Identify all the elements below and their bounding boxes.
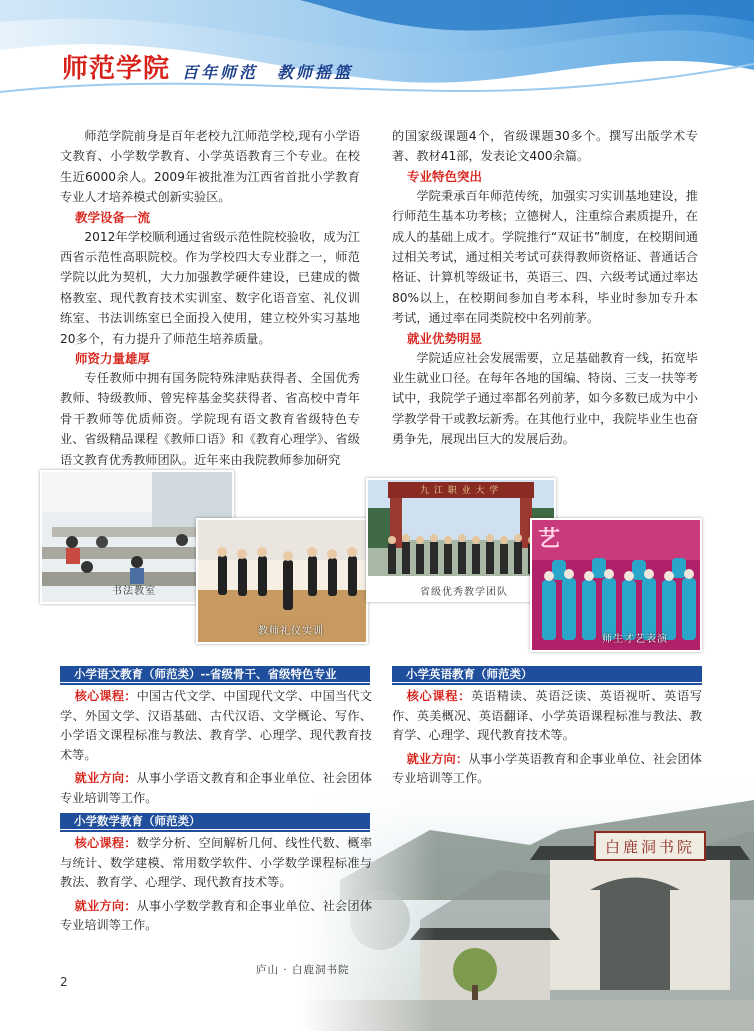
- performance-caption: 师生才艺表演: [602, 634, 668, 645]
- equipment-heading: 教学设备一流: [75, 209, 151, 225]
- left-column: [60, 126, 360, 470]
- program-english-core-label: 核心课程：: [406, 689, 471, 703]
- program-math-title: 小学数学教育（师范类）: [60, 813, 370, 829]
- svg-text:艺: 艺: [538, 527, 561, 552]
- program-chinese-body: [60, 687, 372, 808]
- program-chinese-core-label: 核心课程：: [74, 689, 137, 703]
- program-english-body: [392, 687, 702, 789]
- program-math-job-label: 就业方向：: [74, 898, 137, 913]
- photo-performance: [530, 518, 702, 652]
- program-math-body: [60, 834, 372, 936]
- program-math-core: 数学分析、空间解析几何、线性代数、概率与统计、数学建模、常用数学软件、小学数学课程标准与教法、教育学、心理学、现代教育技术等。: [60, 836, 373, 889]
- program-chinese-job-label: 就业方向：: [74, 771, 137, 785]
- teaching-team-caption: 省级优秀教学团队: [420, 587, 508, 598]
- program-english-title: 小学英语教育（师范类）: [392, 666, 702, 682]
- page-slogan: 百年师范 教师摇篮: [182, 63, 354, 82]
- features-paragraph: 学院秉承百年师范传统，加强实习实训基地建设，推行师范生基本功考核；立德树人，注重综合素质提升，在成人的基础上成才。学院推行“双证书”制度，在校期间通过相关考试，通过相关考试可获得教师资格证、普通话合格证、计算机等级证书，英语三、四、六级考试通过率达80%以上，在校期间参加自考本科，毕业时参加专升本考试，通过率在同类院校中名列前茅。: [392, 188, 698, 326]
- team-gate-sign: 九 江 职 业 大 学: [420, 486, 500, 496]
- faculty-heading: 师资力量雄厚: [75, 351, 151, 367]
- teaching-team-image: [368, 480, 554, 600]
- faculty-paragraph-continued: 的国家级课题4个，省级课题30多个。撰写出版学术专著、教材41部，发表论文400余篇。: [392, 129, 698, 164]
- program-chinese-title: 小学语文教育（师范类）--省级骨干、省级特色专业: [60, 666, 370, 682]
- employment-heading: 就业优势明显: [407, 330, 483, 346]
- program-english-job-label: 就业方向：: [406, 751, 469, 766]
- program-math-job: 从事小学数学教育和企事业单位、社会团体专业培训等工作。: [60, 898, 373, 932]
- program-chinese-core: 中国古代文学、中国现代文学、中国当代文学、外国文学、汉语基础、古代汉语、文学概论、写作、小学语文课程标准与教法、教育学、心理学、现代教育技术等。: [60, 689, 373, 762]
- program-chinese-job: 从事小学语文教育和企事业单位、社会团体专业培训等工作。: [60, 771, 373, 805]
- features-heading: 专业特色突出: [407, 168, 483, 184]
- page-title: 师范学院: [62, 54, 171, 84]
- program-english-job: 从事小学英语教育和企事业单位、社会团体专业培训等工作。: [392, 751, 702, 785]
- campus-caption: 庐山 · 白鹿洞书院: [256, 964, 350, 976]
- employment-paragraph: 学院适应社会发展需要，立足基础教育一线，拓宽毕业生就业口径。在每年各地的国编、特岗、三支一扶等考试中，我院学子通过率都名列前茅，如今多数已成为中小学教学骨干或教坛新秀。在其他行业中，我院毕业生也奋勇争先，展现出巨大的发展后劲。: [392, 350, 698, 447]
- etiquette-caption: 教师礼仪实训: [258, 626, 324, 637]
- intro-paragraph: 师范学院前身是百年老校九江师范学校,现有小学语文教育、小学数学教育、小学英语教育三个专业。在校生近6000余人。2009年被批准为江西省首批小学教育专业人才培养模式创新实验区。: [60, 129, 360, 205]
- program-english-core: 英语精读、英语泛读、英语视听、英语写作、英美概况、英语翻译、小学英语课程标准与教法、教育学、心理学、现代教育技术等。: [392, 689, 703, 742]
- faculty-paragraph: 专任教师中拥有国务院特殊津贴获得者、全国优秀教师、特级教师、曾宪梓基金奖获得者、省高校中青年骨干教师等优质师资。学院现有语文教育省级特色专业、省级精品课程《教师口语》和《教育心理学》、省级语文教育优秀教师团队。近年来由我院教师参加研究: [60, 371, 360, 467]
- equipment-paragraph: 2012年学校顺利通过省级示范性院校验收，成为江西省示范性高职院校。作为学校四大专业群之一，师范学院以此为契机，大力加强教学硬件建设，已建成的微格教室、现代教育技术实训室、数字化语音室、礼仪训练室、书法训练室已全面投入使用，建立校外实习基地20多个，有力提升了师范生培养质量。: [60, 229, 360, 346]
- page-number: 2: [60, 975, 68, 989]
- photo-teaching-team: [366, 478, 556, 602]
- right-column: [392, 126, 698, 450]
- photo-etiquette-training: [196, 518, 368, 644]
- calligraphy-caption: 书法教室: [112, 586, 156, 597]
- program-math-core-label: 核心课程：: [74, 836, 137, 850]
